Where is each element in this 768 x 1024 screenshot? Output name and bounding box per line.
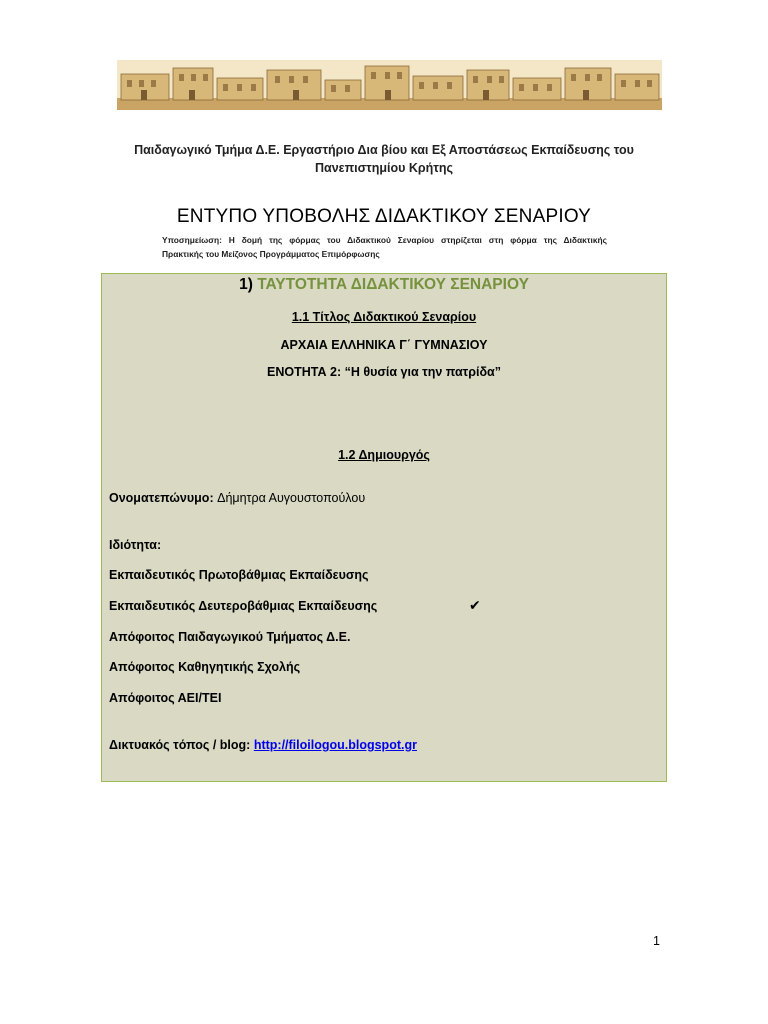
role-option-primary: Εκπαιδευτικός Πρωτοβάθμιας Εκπαίδευσης xyxy=(109,568,369,582)
name-label: Ονοματεπώνυμο: xyxy=(109,491,214,505)
name-row xyxy=(109,491,365,505)
department-line-1: Παιδαγωγικό Τμήμα Δ.Ε. Εργαστήριο Δια βίου και Εξ Αποστάσεως Εκπαίδευσης του xyxy=(134,143,634,157)
checkmark-icon: ✔ xyxy=(469,597,481,613)
role-option-secondary: Εκπαιδευτικός Δευτεροβάθμιας Εκπαίδευσης xyxy=(109,599,378,613)
footnote xyxy=(162,233,607,261)
scenario-title-line-1: ΑΡΧΑΙΑ ΕΛΛΗΝΙΚΑ Γ΄ ΓΥΜΝΑΣΙΟΥ xyxy=(280,338,488,352)
footnote-line-2: Πρακτικής του Μείζονος Προγράμματος Επιμόρφωσης xyxy=(162,249,380,259)
footnote-line-1: Υποσημείωση: Η δομή της φόρμας του Διδακτικού Σεναρίου στηρίζεται στη φόρμα της Διδακτικής xyxy=(162,235,607,245)
role-option-university: Απόφοιτος ΑΕΙ/ΤΕΙ xyxy=(109,691,222,705)
scenario-title-line-2: ΕΝΟΤΗΤΑ 2: “Η θυσία για την πατρίδα” xyxy=(267,365,501,379)
scenario-identity-panel xyxy=(101,273,667,782)
role-option-pedagogical: Απόφοιτος Παιδαγωγικού Τμήματος Δ.Ε. xyxy=(109,630,351,644)
section-heading xyxy=(102,276,666,294)
department-heading xyxy=(100,141,668,177)
page-number: 1 xyxy=(653,934,660,948)
section-title: ΤΑΥΤΟΤΗΤΑ ΔΙΔΑΚΤΙΚΟΥ ΣΕΝΑΡΙΟΥ xyxy=(257,276,529,293)
website-label: Δικτυακός τόπος / blog: xyxy=(109,738,251,752)
name-value: Δήμητρα Αυγουστοπούλου xyxy=(217,491,366,505)
header-banner-image xyxy=(117,60,662,110)
form-title: ΕΝΤΥΠΟ ΥΠΟΒΟΛΗΣ ΔΙΔΑΚΤΙΚΟΥ ΣΕΝΑΡΙΟΥ xyxy=(176,206,592,227)
creator-heading: 1.2 Δημιουργός xyxy=(338,448,430,462)
website-link[interactable]: http://filoilogou.blogspot.gr xyxy=(253,738,417,752)
role-label: Ιδιότητα: xyxy=(109,538,162,552)
department-line-2: Πανεπιστημίου Κρήτης xyxy=(314,161,454,175)
scenario-title-heading: 1.1 Τίτλος Διδακτικού Σεναρίου xyxy=(291,310,477,324)
section-number: 1) xyxy=(239,276,253,293)
role-option-teacher-school: Απόφοιτος Καθηγητικής Σχολής xyxy=(109,660,301,674)
website-row xyxy=(109,738,417,752)
